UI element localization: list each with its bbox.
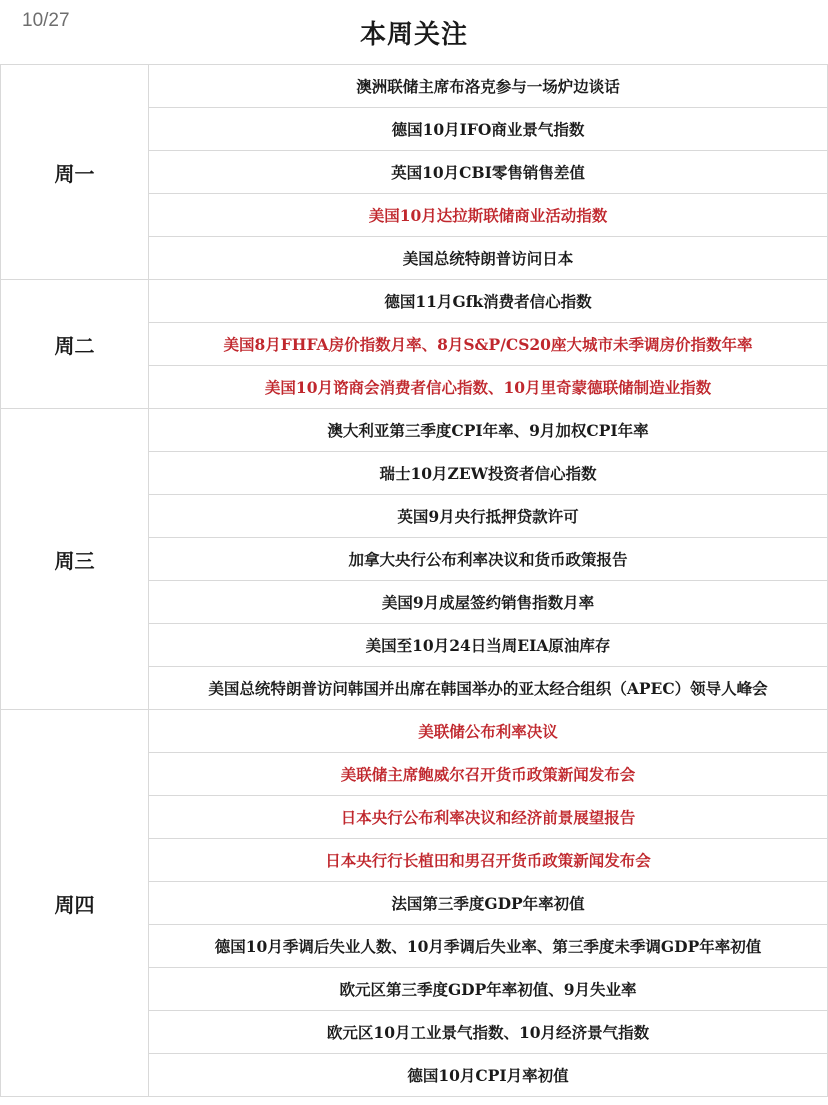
weekly-calendar-table: [0, 64, 828, 1097]
event-item: 美国总统特朗普访问韩国并出席在韩国举办的亚太经合组织（APEC）领导人峰会: [149, 667, 828, 710]
page-title: 本周关注: [359, 20, 468, 50]
table-row: [1, 409, 828, 452]
event-item: 德国10月季调后失业人数、10月季调后失业率、第三季度未季调GDP年率初值: [149, 925, 828, 968]
event-item: 英国9月央行抵押贷款许可: [149, 495, 828, 538]
table-row: [1, 65, 828, 108]
day-label: 周一: [1, 65, 149, 280]
event-item: 瑞士10月ZEW投资者信心指数: [149, 452, 828, 495]
day-label: 周二: [1, 280, 149, 409]
event-item-highlighted: 日本央行行长植田和男召开货币政策新闻发布会: [149, 839, 828, 882]
event-item: 欧元区第三季度GDP年率初值、9月失业率: [149, 968, 828, 1011]
event-item-highlighted: 日本央行公布利率决议和经济前景展望报告: [149, 796, 828, 839]
event-item-highlighted: 美联储公布利率决议: [149, 710, 828, 753]
event-item: 英国10月CBI零售销售差值: [149, 151, 828, 194]
event-item: 德国11月Gfk消费者信心指数: [149, 280, 828, 323]
day-label: 周三: [1, 409, 149, 710]
page-header: [0, 0, 828, 64]
table-row: [1, 280, 828, 323]
event-item-highlighted: 美国10月谘商会消费者信心指数、10月里奇蒙德联储制造业指数: [149, 366, 828, 409]
event-item: 澳洲联储主席布洛克参与一场炉边谈话: [149, 65, 828, 108]
calendar-body: [1, 65, 828, 1097]
event-item: 欧元区10月工业景气指数、10月经济景气指数: [149, 1011, 828, 1054]
event-item: 加拿大央行公布利率决议和货币政策报告: [149, 538, 828, 581]
event-item: 美国总统特朗普访问日本: [149, 237, 828, 280]
event-item-highlighted: 美国8月FHFA房价指数月率、8月S&P/CS20座大城市未季调房价指数年率: [149, 323, 828, 366]
event-item-highlighted: 美国10月达拉斯联储商业活动指数: [149, 194, 828, 237]
event-item: 德国10月CPI月率初值: [149, 1054, 828, 1097]
table-row: [1, 710, 828, 753]
date-label: 10/27: [22, 10, 70, 31]
event-item: 美国至10月24日当周EIA原油库存: [149, 624, 828, 667]
event-item: 澳大利亚第三季度CPI年率、9月加权CPI年率: [149, 409, 828, 452]
event-item: 法国第三季度GDP年率初值: [149, 882, 828, 925]
event-item: 德国10月IFO商业景气指数: [149, 108, 828, 151]
day-label: 周四: [1, 710, 149, 1097]
event-item: 美国9月成屋签约销售指数月率: [149, 581, 828, 624]
event-item-highlighted: 美联储主席鲍威尔召开货币政策新闻发布会: [149, 753, 828, 796]
